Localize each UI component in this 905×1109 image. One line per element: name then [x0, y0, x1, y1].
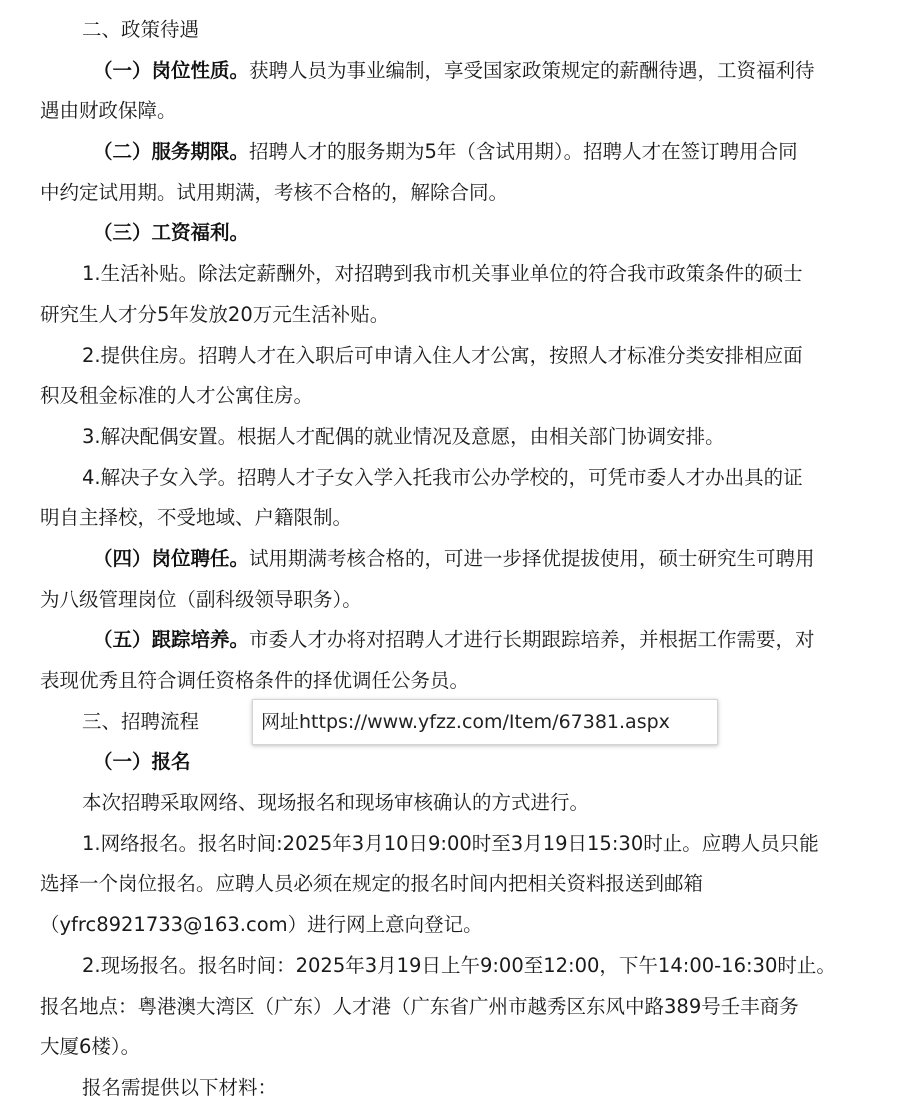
section-heading-policy: 二、政策待遇: [82, 18, 200, 41]
paragraph-continuation: 大厦6楼）。: [40, 1035, 141, 1059]
paragraph-continuation: 选择一个岗位报名。应聘人员必须在规定的报名时间内把相关资料报送到邮箱: [40, 872, 704, 896]
paragraph-continuation: 研究生人才分5年发放20万元生活补贴。: [40, 302, 390, 326]
paragraph-title: （四）岗位聘任。: [93, 546, 250, 570]
paragraph-title: （二）服务期限。: [93, 140, 250, 164]
list-item-children-school: 4.解决子女入学。招聘人才子女入学入托我市公办学校的，可凭市委人才办出具的证: [82, 465, 803, 489]
paragraph-salary-welfare: [40, 213, 880, 254]
list-item-online-registration: 1.网络报名。报名时间:2025年3月10日9:00时至3月19日15:30时止。应聘人员只能: [82, 831, 819, 855]
paragraph-continuation: 遇由财政保障。: [40, 99, 177, 123]
list-item-spouse: 3.解决配偶安置。根据人才配偶的就业情况及意愿，由相关部门协调安排。: [82, 424, 725, 448]
paragraph-tracking-training: （五）跟踪培养。市委人才办将对招聘人才进行长期跟踪培养，并根据工作需要，对: [93, 628, 815, 652]
list-item-living-subsidy: 1.生活补贴。除法定薪酬外，对招聘到我市机关事业单位的符合我市政策条件的硕士: [82, 262, 803, 286]
document-body: [40, 10, 880, 1109]
list-item-onsite-registration: 2.现场报名。报名时间：2025年3月19日上午9:00至12:00，下午14:00-16:30时止。: [82, 953, 836, 977]
paragraph-title: （三）工资福利。: [93, 221, 250, 245]
paragraph-continuation: 明自主择校，不受地域、户籍限制。: [40, 506, 353, 530]
paragraph-materials-required: 报名需提供以下材料：: [82, 1075, 278, 1099]
section-heading-process: 三、招聘流程: [82, 709, 200, 733]
paragraph-continuation: 报名地点：粤港澳大湾区（广东）人才港（广东省广州市越秀区东风中路389号壬丰商务: [40, 994, 799, 1018]
paragraph-title: （一）报名: [93, 750, 191, 774]
paragraph-continuation: 积及租金标准的人才公寓住房。: [40, 384, 314, 408]
paragraph-title: （五）跟踪培养。: [93, 628, 250, 652]
list-item-housing: 2.提供住房。招聘人才在入职后可申请入住人才公寓，按照人才标准分类安排相应面: [82, 343, 803, 367]
paragraph-registration-intro: 本次招聘采取网络、现场报名和现场审核确认的方式进行。: [82, 791, 590, 815]
paragraph-title: （一）岗位性质。: [93, 58, 250, 82]
paragraph-continuation: 中约定试用期。试用期满，考核不合格的，解除合同。: [40, 180, 509, 204]
paragraph-continuation: 表现优秀且符合调任资格条件的择优调任公务员。: [40, 669, 470, 692]
paragraph-position-nature: （一）岗位性质。获聘人员为事业编制，享受国家政策规定的薪酬待遇，工资福利待: [93, 58, 815, 82]
paragraph-registration: [40, 742, 880, 783]
paragraph-continuation: 为八级管理岗位（副科级领导职务）。: [40, 587, 362, 611]
paragraph-service-period: （二）服务期限。招聘人才的服务期为5年（含试用期）。招聘人才在签订聘用合同: [93, 140, 798, 164]
paragraph-continuation-email: （yfrc8921733@163.com）进行网上意向登记。: [40, 913, 483, 937]
url-tooltip: 网址https://www.yfzz.com/Item/67381.aspx: [252, 699, 718, 745]
paragraph-position-appointment: （四）岗位聘任。试用期满考核合格的，可进一步择优提拔使用，硕士研究生可聘用: [93, 546, 815, 570]
